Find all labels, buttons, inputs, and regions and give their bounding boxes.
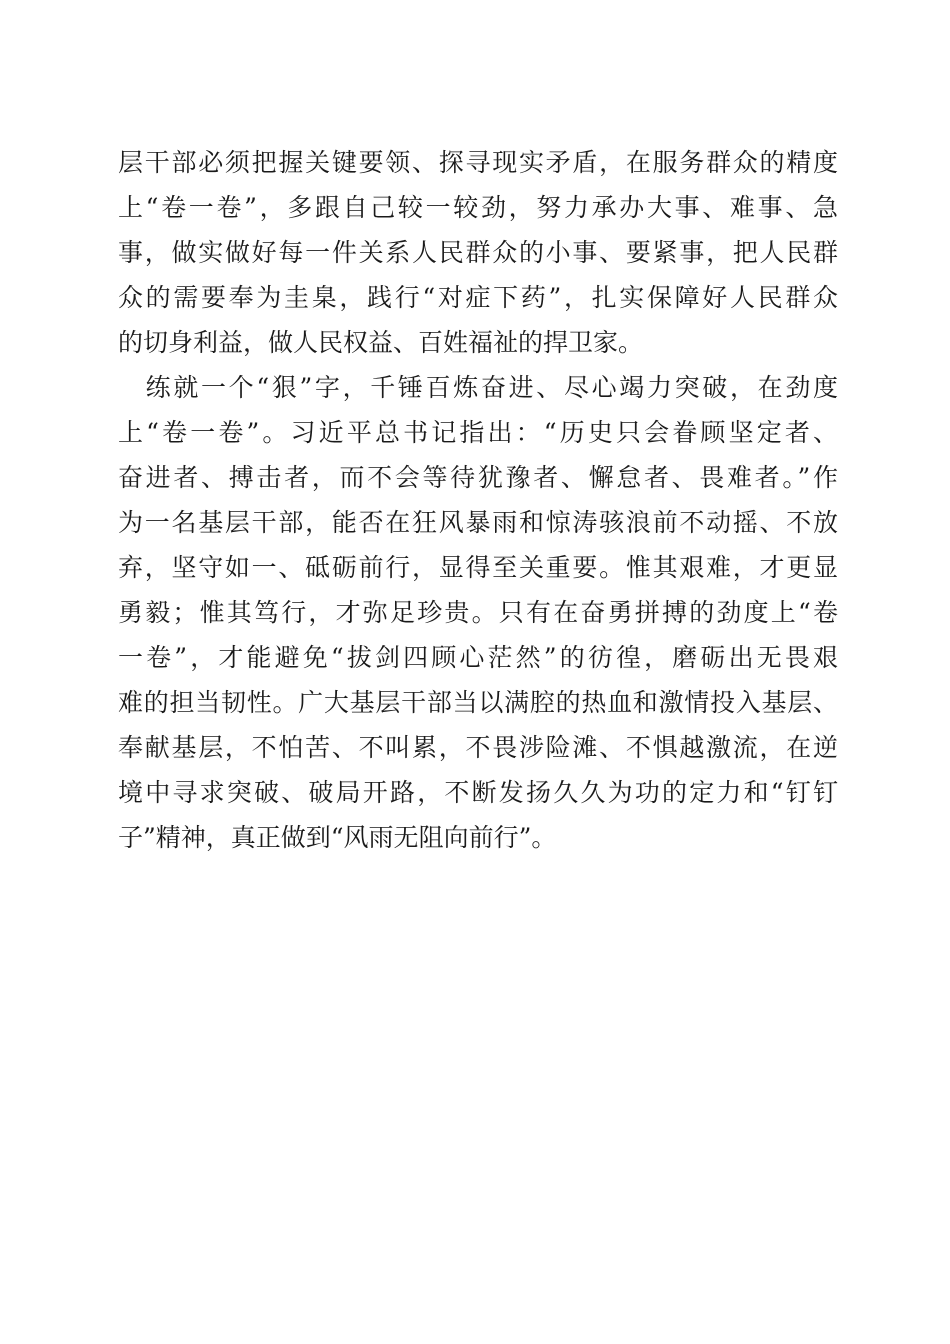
body-text xyxy=(118,140,838,860)
text-line: 一卷”，才能避免“拔剑四顾心茫然”的彷徨，磨砺出无畏艰 xyxy=(118,643,838,672)
text-line: 难的担当韧性。广大基层干部当以满腔的热血和激情投入基层、 xyxy=(118,688,838,717)
text-line: 子”精神，真正做到“风雨无阻向前行”。 xyxy=(118,823,557,852)
paragraph-1 xyxy=(118,140,838,365)
text-line: 为一名基层干部，能否在狂风暴雨和惊涛骇浪前不动摇、不放 xyxy=(118,508,838,537)
text-line: 练就一个“狠”字，千锤百炼奋进、尽心竭力突破，在劲度 xyxy=(118,373,838,402)
text-line: 上“卷一卷”。习近平总书记指出：“历史只会眷顾坚定者、 xyxy=(118,418,838,447)
text-line: 奉献基层，不怕苦、不叫累，不畏涉险滩、不惧越激流，在逆 xyxy=(118,733,838,762)
text-line: 众的需要奉为圭臬，践行“对症下药”，扎实保障好人民群众 xyxy=(118,283,838,312)
text-line: 层干部必须把握关键要领、探寻现实矛盾，在服务群众的精度 xyxy=(118,148,838,177)
text-line: 的切身利益，做人民权益、百姓福祉的捍卫家。 xyxy=(118,328,644,357)
text-line: 事，做实做好每一件关系人民群众的小事、要紧事，把人民群 xyxy=(118,238,838,267)
text-line: 境中寻求突破、破局开路，不断发扬久久为功的定力和“钉钉 xyxy=(118,778,838,807)
text-line: 上“卷一卷”，多跟自己较一较劲，努力承办大事、难事、急 xyxy=(118,193,838,222)
text-line: 弃，坚守如一、砥砺前行，显得至关重要。惟其艰难，才更显 xyxy=(118,553,838,582)
paragraph-2 xyxy=(118,365,838,860)
text-line: 奋进者、搏击者，而不会等待犹豫者、懈怠者、畏难者。”作 xyxy=(118,463,838,492)
text-line: 勇毅；惟其笃行，才弥足珍贵。只有在奋勇拼搏的劲度上“卷 xyxy=(118,598,838,627)
